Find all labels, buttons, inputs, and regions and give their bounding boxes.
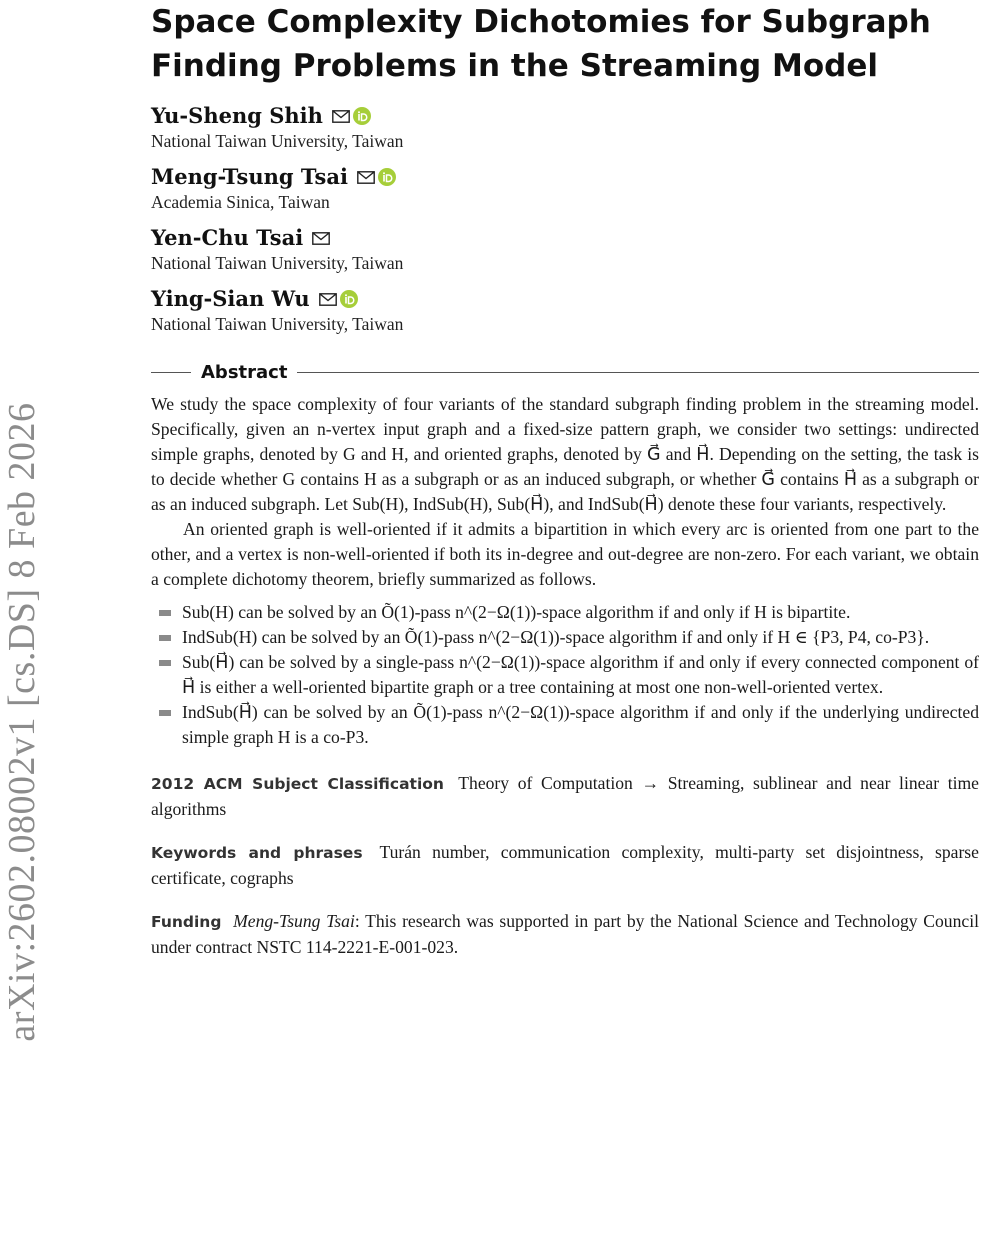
orcid-icon[interactable] <box>340 290 358 308</box>
abstract-heading: Abstract <box>201 361 288 383</box>
bullet-icon <box>159 660 171 666</box>
title-line-2: Finding Problems in the Streaming Model <box>151 48 878 84</box>
list-item-text: Sub(H⃗) can be solved by a single-pass n^(2−Ω(1))-space algorithm if and only if every connected component of H⃗ is either a well-oriented bipartite graph or a tree containing at most one non-well-oriented vertex. <box>182 652 979 697</box>
funding <box>151 909 979 960</box>
list-item <box>151 650 979 700</box>
paper-title <box>151 0 979 88</box>
keywords-text: Turán number, communication complexity, multi-party set disjointness, sparse certificate, cographs <box>151 842 979 888</box>
author-entry <box>151 224 979 285</box>
divider <box>297 372 979 373</box>
list-item <box>151 600 979 625</box>
list-item <box>151 625 979 650</box>
keywords-label: Keywords and phrases <box>151 844 363 862</box>
bullet-icon <box>159 635 171 641</box>
arxiv-identifier: arXiv:2602.08002v1 [cs.DS] 8 Feb 2026 <box>1 402 43 1042</box>
author-name: Yen-Chu Tsai <box>151 225 304 250</box>
author-name: Meng-Tsung Tsai <box>151 164 348 189</box>
orcid-icon[interactable] <box>378 168 396 186</box>
author-name: Yu-Sheng Shih <box>151 103 323 128</box>
acm-text: Theory of Computation → Streaming, sublinear and near linear time algorithms <box>151 773 979 819</box>
email-icon[interactable] <box>332 110 350 123</box>
funding-text: : This research was supported in part by the National Science and Technology Council under contract NSTC 114-2221-E-001-023. <box>151 911 979 957</box>
email-icon[interactable] <box>357 171 375 184</box>
list-item-text: IndSub(H⃗) can be solved by an Õ(1)-pass n^(2−Ω(1))-space algorithm if and only if the underlying undirected simple graph H is a co-P3. <box>182 702 979 747</box>
author-affiliation: National Taiwan University, Taiwan <box>151 253 404 273</box>
author-name: Ying-Sian Wu <box>151 286 310 311</box>
author-entry <box>151 163 979 224</box>
funding-label: Funding <box>151 913 222 931</box>
email-icon[interactable] <box>312 232 330 245</box>
author-affiliation: National Taiwan University, Taiwan <box>151 314 404 334</box>
author-affiliation: National Taiwan University, Taiwan <box>151 131 404 151</box>
divider <box>151 372 191 373</box>
paper-page <box>151 0 979 960</box>
orcid-icon[interactable] <box>353 107 371 125</box>
abstract-paragraph-1: We study the space complexity of four variants of the standard subgraph finding problem in the streaming model. Specifically, given an n-vertex input graph and a fixed-size pattern graph, we consider two settings: undirected simple graphs, denoted by G and H, and oriented graphs, denoted by G⃗ and H⃗. Depending on the setting, the task is to decide whether G contains H as a subgraph or as an induced subgraph, or whether G⃗ contains H⃗ as a subgraph or as an induced subgraph. Let Sub(H), IndSub(H), Sub(H⃗), and IndSub(H⃗) denote these four variants, respectively. <box>151 394 979 514</box>
author-entry <box>151 285 979 346</box>
keywords <box>151 840 979 891</box>
author-affiliation: Academia Sinica, Taiwan <box>151 192 330 212</box>
list-item <box>151 700 979 750</box>
dichotomy-list <box>151 600 979 750</box>
acm-classification <box>151 771 979 822</box>
author-list <box>151 102 979 346</box>
title-line-1: Space Complexity Dichotomies for Subgraph <box>151 4 931 40</box>
email-icon[interactable] <box>319 293 337 306</box>
bullet-icon <box>159 710 171 716</box>
funding-name: Meng-Tsung Tsai <box>233 911 355 931</box>
bullet-icon <box>159 610 171 616</box>
abstract-header <box>151 360 979 384</box>
list-item-text: IndSub(H) can be solved by an Õ(1)-pass n^(2−Ω(1))-space algorithm if and only if H ∈ {P3, P4, co-P3}. <box>182 627 930 647</box>
author-entry <box>151 102 979 163</box>
acm-label: 2012 ACM Subject Classification <box>151 775 444 793</box>
abstract-paragraph-2: An oriented graph is well-oriented if it admits a bipartition in which every arc is oriented from one part to the other, and a vertex is non-well-oriented if both its in-degree and out-degree are non-zero. For each variant, we obtain a complete dichotomy theorem, briefly summarized as follows. <box>151 519 979 589</box>
list-item-text: Sub(H) can be solved by an Õ(1)-pass n^(2−Ω(1))-space algorithm if and only if H is bipartite. <box>182 602 851 622</box>
abstract-body <box>151 392 979 960</box>
